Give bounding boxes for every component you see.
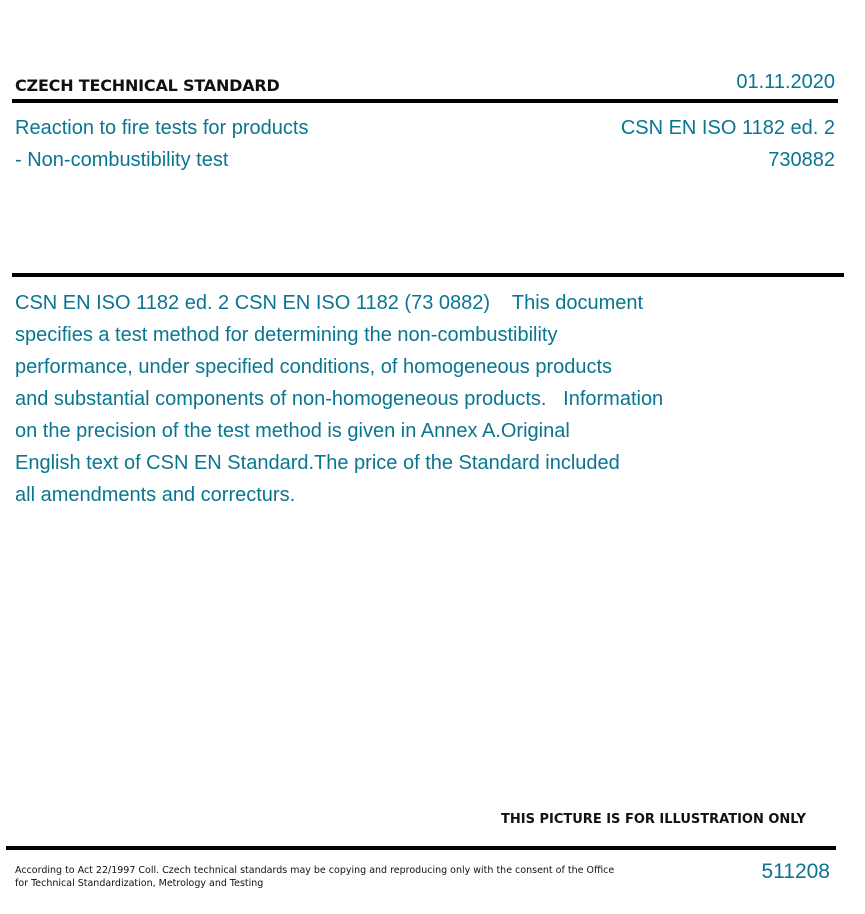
standard-designation: CSN EN ISO 1182 ed. 2 bbox=[620, 117, 835, 139]
publication-date: 01.11.2020 bbox=[736, 71, 835, 93]
standard-description bbox=[15, 287, 715, 511]
footer-divider bbox=[6, 846, 836, 850]
description-line: on the precision of the test method is given in Annex A.Original bbox=[15, 420, 570, 442]
standard-title-line-1: Reaction to fire tests for products bbox=[15, 117, 309, 139]
footer-code: 511208 bbox=[761, 860, 830, 883]
standard-title-line-2: - Non-combustibility test bbox=[15, 149, 229, 171]
description-line: all amendments and correcturs. bbox=[15, 484, 296, 506]
copyright-notice-line: for Technical Standardization, Metrology and Testing bbox=[15, 878, 264, 889]
section-divider bbox=[12, 273, 844, 277]
description-line: specifies a test method for determining the non-combustibility bbox=[15, 324, 558, 346]
copyright-notice bbox=[15, 864, 614, 890]
illustration-disclaimer: THIS PICTURE IS FOR ILLUSTRATION ONLY bbox=[501, 812, 806, 827]
description-line: English text of CSN EN Standard.The price of the Standard included bbox=[15, 452, 620, 474]
standard-class-number: 730882 bbox=[768, 149, 835, 171]
description-line: and substantial components of non-homogeneous products. Information bbox=[15, 388, 664, 410]
header-divider bbox=[12, 99, 838, 103]
description-line: CSN EN ISO 1182 ed. 2 CSN EN ISO 1182 (73 0882) This document bbox=[15, 292, 644, 314]
description-line: performance, under specified conditions, of homogeneous products bbox=[15, 356, 613, 378]
copyright-notice-line: According to Act 22/1997 Coll. Czech technical standards may be copying and reproducing only with the consent of the Office bbox=[15, 865, 615, 876]
document-category-title: CZECH TECHNICAL STANDARD bbox=[15, 76, 280, 95]
